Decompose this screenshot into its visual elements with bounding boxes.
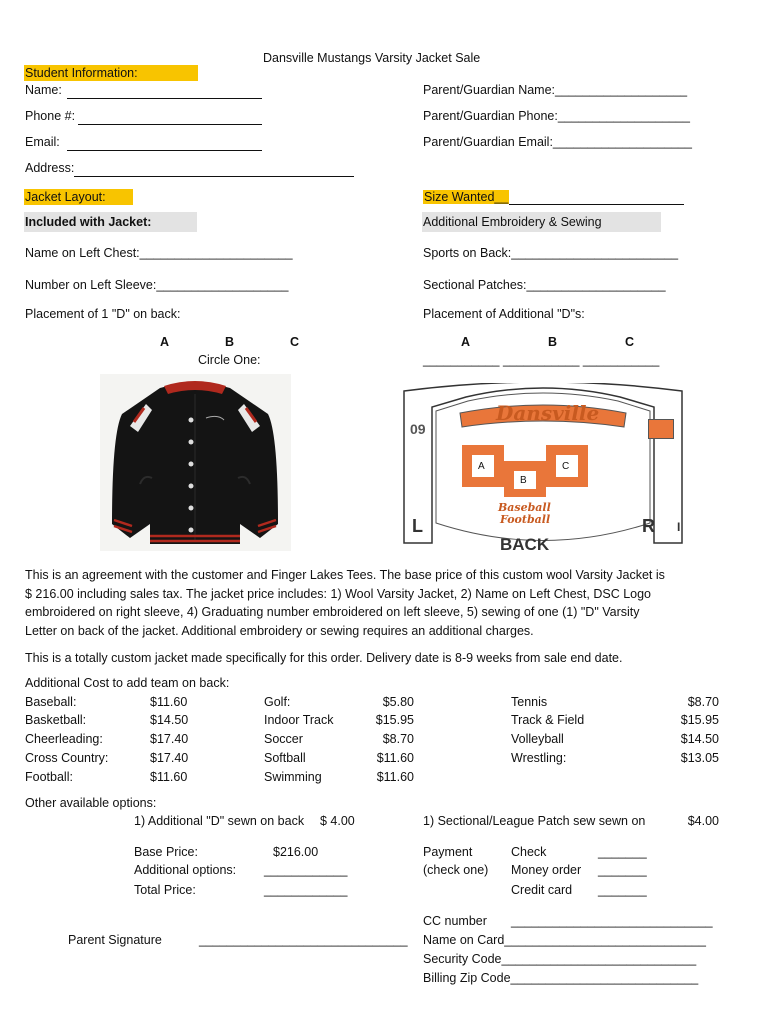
cost-price: $5.80 <box>382 695 414 709</box>
cost-sport: Swimming <box>264 770 322 784</box>
student-phone-label: Phone #: <box>25 109 76 123</box>
logo-left-letter: L <box>412 516 423 536</box>
additional-options-field[interactable]: ____________ <box>264 863 348 877</box>
cost-price: $15.95 <box>375 713 414 727</box>
logo-right-patch <box>648 419 674 439</box>
costs-heading: Additional Cost to add team on back: <box>25 676 230 690</box>
parent-signature-field[interactable]: ______________________________ <box>199 933 408 947</box>
cost-sport: Basketball: <box>25 713 87 727</box>
cost-sport: Wrestling: <box>511 751 567 765</box>
parent-signature-label: Parent Signature <box>68 933 162 947</box>
guardian-name-field[interactable]: Parent/Guardian Name:___________________ <box>423 83 688 97</box>
sports-on-back-field[interactable]: Sports on Back:________________________ <box>423 246 679 260</box>
payment-check-blank[interactable]: _______ <box>598 845 647 859</box>
delivery-paragraph: This is a totally custom jacket made specifically for this order. Delivery date is 8-9 weeks from sale end date. <box>25 651 623 665</box>
cost-sport: Baseball: <box>25 695 77 709</box>
cost-sport: Cheerleading: <box>25 732 103 746</box>
size-wanted-field[interactable] <box>423 189 684 205</box>
option-c-right[interactable]: C <box>625 335 635 349</box>
student-email-field[interactable] <box>67 138 262 151</box>
logo-right-mark: I <box>677 520 681 534</box>
option-b-right[interactable]: B <box>548 335 558 349</box>
page-title: Dansville Mustangs Varsity Jacket Sale <box>263 51 481 65</box>
student-info-heading: Student Information: <box>24 65 198 81</box>
additional-options-label: Additional options: <box>134 863 237 877</box>
cost-sport: Softball <box>264 751 306 765</box>
student-name-field[interactable] <box>67 86 262 99</box>
additional-embroidery-heading: Additional Embroidery & Sewing <box>422 212 661 232</box>
logo-top-text: Dansville <box>496 401 600 425</box>
placement-d-label: Placement of 1 "D" on back: <box>25 307 181 321</box>
option-c-left[interactable]: C <box>290 335 300 349</box>
student-address-label: Address: <box>25 161 75 175</box>
cost-price: $17.40 <box>150 732 189 746</box>
guardian-phone-field[interactable]: Parent/Guardian Phone:___________________ <box>423 109 690 123</box>
billing-zip-field[interactable]: Billing Zip Code___________________________ <box>423 971 699 985</box>
logo-right-letter: R <box>642 516 655 536</box>
payment-label: Payment <box>423 845 473 859</box>
cost-price: $14.50 <box>150 713 189 727</box>
option-b-left[interactable]: B <box>225 335 235 349</box>
guardian-email-field[interactable]: Parent/Guardian Email:____________________ <box>423 135 692 149</box>
cost-sport: Track & Field <box>511 713 585 727</box>
logo-letter-b: B <box>520 475 527 486</box>
cc-number-label: CC number <box>423 914 487 928</box>
other-options-heading: Other available options: <box>25 796 157 810</box>
name-on-card-field[interactable]: Name on Card_____________________________ <box>423 933 706 947</box>
jacket-back-layout-diagram <box>398 383 688 555</box>
total-price-field[interactable]: ____________ <box>264 883 348 897</box>
student-email-label: Email: <box>25 135 60 149</box>
cost-price: $11.60 <box>376 751 414 765</box>
payment-credit-card-blank[interactable]: _______ <box>598 883 647 897</box>
logo-script-football: Football <box>500 513 551 526</box>
option-sectional-patch: 1) Sectional/League Patch sew sewn on <box>423 814 646 828</box>
option-additional-d-price: $ 4.00 <box>320 814 355 828</box>
logo-letter-a: A <box>478 461 485 472</box>
option-a-left[interactable]: A <box>160 335 170 349</box>
cost-price: $14.50 <box>680 732 719 746</box>
cost-price: $8.70 <box>687 695 719 709</box>
size-wanted-line <box>509 190 684 205</box>
size-wanted-label: Size Wanted__ <box>424 190 509 204</box>
cost-price: $11.60 <box>376 770 414 784</box>
option-additional-d: 1) Additional "D" sewn on back <box>134 814 305 828</box>
cost-price: $8.70 <box>382 732 414 746</box>
student-address-field[interactable] <box>74 164 354 177</box>
cost-price: $13.05 <box>680 751 719 765</box>
included-heading: Included with Jacket: <box>24 212 197 232</box>
option-sectional-patch-price: $4.00 <box>687 814 719 828</box>
payment-method-money-order: Money order <box>511 863 582 877</box>
base-price-label: Base Price: <box>134 845 198 859</box>
cost-sport: Football: <box>25 770 73 784</box>
logo-left-number: 09 <box>410 421 426 437</box>
cost-sport: Volleyball <box>511 732 564 746</box>
name-left-chest-field[interactable]: Name on Left Chest:______________________ <box>25 246 293 260</box>
cost-sport: Soccer <box>264 732 303 746</box>
cost-price: $11.60 <box>150 695 188 709</box>
number-left-sleeve-field[interactable]: Number on Left Sleeve:___________________ <box>25 278 289 292</box>
cost-sport: Cross Country: <box>25 751 109 765</box>
jacket-layout-heading: Jacket Layout: <box>24 189 133 205</box>
varsity-jacket-image <box>100 374 291 551</box>
cost-price: $11.60 <box>150 770 188 784</box>
sectional-patches-field[interactable]: Sectional Patches:____________________ <box>423 278 666 292</box>
logo-bottom-text: BACK <box>500 535 550 554</box>
placement-additional-d-label: Placement of Additional "D"s: <box>423 307 585 321</box>
security-code-field[interactable]: Security Code____________________________ <box>423 952 697 966</box>
payment-method-check: Check <box>511 845 547 859</box>
additional-d-blanks[interactable]: ___________ ___________ ___________ <box>423 353 660 367</box>
cost-price: $17.40 <box>150 751 189 765</box>
total-price-label: Total Price: <box>134 883 196 897</box>
cost-price: $15.95 <box>680 713 719 727</box>
student-name-label: Name: <box>25 83 62 97</box>
circle-one-label: Circle One: <box>198 353 261 367</box>
cc-number-field[interactable]: _____________________________ <box>511 914 713 928</box>
payment-check-one-label: (check one) <box>423 863 489 877</box>
payment-money-order-blank[interactable]: _______ <box>598 863 647 877</box>
option-a-right[interactable]: A <box>461 335 471 349</box>
payment-method-credit-card: Credit card <box>511 883 573 897</box>
cost-sport: Tennis <box>511 695 548 709</box>
logo-script-baseball: Baseball <box>498 501 551 514</box>
agreement-paragraph: This is an agreement with the customer and Finger Lakes Tees. The base price of this custom wool Varsity Jacket is $ 216.00 including sales tax. The jacket price includes: 1) Wool Varsity Jacket, 2) Name on Left Chest, DSC Logo embroidered on right sleeve, 4) Graduating number embroidered on left sleeve, 5) sewing of one (1) "D" Varsity Letter on back of the jacket. Additional embroidery or sewing requires an additional charges. <box>25 568 665 638</box>
base-price-value: $216.00 <box>273 845 319 859</box>
student-phone-field[interactable] <box>78 112 262 125</box>
cost-sport: Golf: <box>264 695 291 709</box>
cost-sport: Indoor Track <box>264 713 334 727</box>
logo-letter-c: C <box>562 461 570 472</box>
